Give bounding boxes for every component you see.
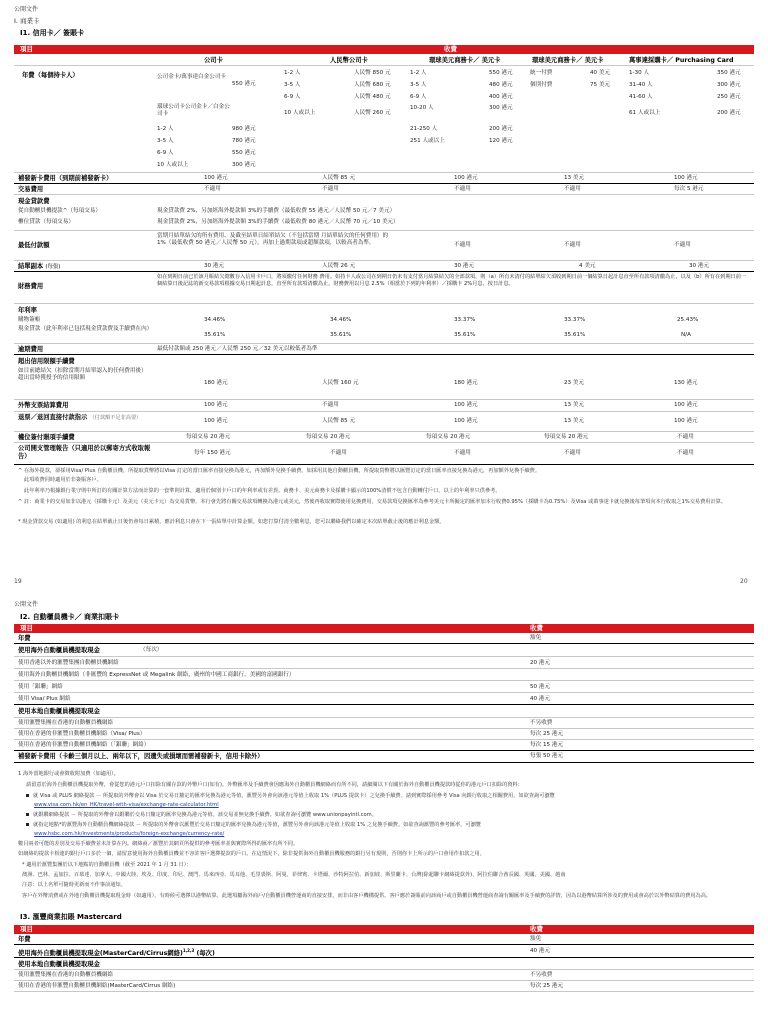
- usd-tier-label: 251 人或以上: [410, 138, 445, 144]
- section-title: I. 商業卡: [14, 17, 40, 25]
- overseas-atm-tail: (每次): [196, 950, 215, 958]
- fee-value: 不適用: [677, 450, 694, 456]
- annual-fee-value: 豁免: [530, 635, 542, 641]
- footnote: 此年利率乃根據銀行業守則中所訂的有關計算方法而計算的一套準則計算，適用於個別卡戶口的年利率或有差異。商務卡、美元商務卡及採購卡顯示的100%清償不包含自動轉付戶口，以上的年利率只供參考。: [24, 488, 501, 494]
- fee-value: 不適用: [204, 186, 221, 192]
- fee-value: 20 港元: [530, 660, 551, 666]
- min-payment-row: [14, 231, 754, 261]
- usd2-tier-fee: 40 美元: [590, 70, 611, 76]
- apr-value: 33.37%: [564, 317, 586, 323]
- apr-row: [14, 304, 754, 344]
- fee-value: 100 港元: [454, 175, 478, 181]
- overlimit-row: [14, 355, 754, 400]
- t2-local-head: [14, 705, 754, 718]
- table2-header: [14, 624, 754, 633]
- fee-value: 100 港元: [204, 418, 228, 424]
- corp-tier-fee: 780 港元: [232, 138, 256, 144]
- footnote: 請留意於海外自動櫃員機提取外幣，會從您的港元戶口扣除有關存款的外幣戶口(如有)。外幣匯率及手續費會因應海外自動櫃員機網絡而有所不同，請細閱以下有關於海外自動櫃員機提款時從你的港元戶口扣除的資料：: [26, 782, 523, 788]
- replacement-row: [14, 173, 754, 184]
- fee-value: 每次 15 港元: [530, 742, 564, 748]
- footnote: * 適用於滙豐集團於以下地點的自動櫃員機（截至 2021 年 1 月 31 日）：: [22, 862, 192, 868]
- returned-cheque-note: （付款額不足非高要）: [89, 415, 142, 421]
- fee-value: 30 港元: [204, 263, 225, 269]
- fee-item: 使用「銀聯」網絡: [18, 684, 63, 690]
- footnote-ref: 1,2,3: [182, 948, 195, 953]
- table1-header: [14, 45, 754, 54]
- apr-value: 35.61%: [330, 332, 352, 338]
- cash-advance-row: [14, 195, 754, 231]
- statement-copy-text: 結單副本: [18, 263, 44, 270]
- table1-title: I1. 信用卡／ 簽賬卡: [20, 29, 85, 37]
- replacement-label: 補發新卡費用（卡齡三個月以上、兩年以下，因遺失或損壞而需補發新卡，信用卡除外）: [18, 753, 264, 760]
- overseas-atm-note: （每次）: [140, 647, 163, 653]
- t3-row: [14, 970, 754, 981]
- footnote-text: 就 Visa 或 PLUS 網絡提款 － 所提取的外幣會以 Visa 於交易日釐定的匯率兌換為港元等值，滙豐另外會向該港元等值上收取 1%（PLUS 提款卡）之兌換手續費。請到實際採用參考 Visa 向銀行收取之相關費用，如欲查詢可瀏覽: [33, 793, 555, 799]
- fee-value: 不適用: [564, 186, 581, 192]
- late-fee-row: [14, 344, 754, 355]
- apr-value: 35.61%: [204, 332, 226, 338]
- t2-row: [14, 681, 754, 693]
- statement-copy-label: [18, 263, 60, 271]
- t3-local-head: [14, 958, 754, 970]
- footnote: 注意：以上名單可隨時更新而不作事前通知。: [22, 882, 126, 888]
- fee-value: 每次 25 港元: [530, 731, 564, 737]
- fee-value: 每年 150 港元: [194, 450, 231, 456]
- apr-value: 34.46%: [330, 317, 352, 323]
- footnote: [26, 793, 555, 800]
- usd-tier-fee: 480 港元: [489, 82, 513, 88]
- fee-value: 不適用: [564, 242, 581, 248]
- fee-value: 30 港元: [454, 263, 475, 269]
- usd-tier-fee: 400 港元: [489, 94, 513, 100]
- fee-value: 13 美元: [564, 418, 585, 424]
- returned-cheque-text: 退票／退回直接付款指示: [18, 414, 88, 421]
- footnote: 1 海外當地銀行或會徵收附加費（如適用）。: [18, 771, 119, 777]
- fee-value: 每項交易 20 港元: [544, 434, 589, 440]
- t2-row: [14, 729, 754, 740]
- rmb-tier-fee: 人民幣 260 元: [354, 110, 391, 116]
- expense-report-label: 公司開支管理報告（只適用於以郵寄方式收取報告）: [18, 445, 151, 460]
- corp-tier-label: 6-9 人: [157, 150, 174, 156]
- overseas-atm-label: [18, 948, 215, 958]
- fx-cheque-row: [14, 400, 754, 412]
- fee-value: 人民幣 85 元: [322, 175, 356, 181]
- footnote: 客戶在外幣消費或在外地自動櫃員機提取現金時（如適用），有時候可選擇以港幣結算。此選項屬海外商戶/自動櫃員機營運商的直接安排，而非由客戶機構提供。客戶應於簽賬前向該商戶或自動櫃員機營運商查詢有關匯率及手續費的詳情，因為以港幣結算所涉及的費用或會高於以外幣結算的費用為高。: [22, 893, 712, 899]
- fee-value: 30 港元: [689, 263, 710, 269]
- finance-charge-text: 如在到期日前已於該月賬結欠總數存入信用卡戶口，將須繳付任何財務 費用。如持卡人或公司在到期日仍未有支付當月結算結欠的全部款項，則（a）所有未清付的結單結欠須收到期日前一個結算日起計息直至所有款項清繳為止，以及（b）所有在到期日前一個結算日後記誌的新交易款項根據交易日期起計息，直至所有款項清繳為止。財務費用以月息 2.5%（相當於下列的年利率）／採購卡 2%月息，按日計息。: [157, 274, 747, 287]
- fee-value: 不適用: [677, 434, 694, 440]
- col-fees-header: 收費: [530, 925, 543, 933]
- rmb-tier-label: 1-2 人: [284, 70, 301, 76]
- fee-value: 40 港元: [530, 948, 551, 954]
- t2-row: [14, 693, 754, 705]
- footnote: 此項收費同時適用於非簽賬客戶。: [24, 477, 102, 483]
- late-fee-text: 最低付款額或 250 港元／人民幣 250 元／32 美元以較低者為準: [157, 346, 318, 352]
- fee-value: 不另收費: [530, 972, 553, 978]
- card-type-0: 公司卡: [204, 57, 223, 64]
- overseas-atm-text: 使用海外自動櫃員機提取現金(MasterCard/Cirrus網絡): [18, 950, 183, 958]
- overlimit-label: 超出信用限額手續費: [18, 358, 75, 365]
- corp-gold-fee: 550 港元: [232, 81, 256, 87]
- corp-tier-fee: 550 港元: [232, 150, 256, 156]
- footnote: [26, 822, 481, 829]
- fee-value: 不適用: [454, 186, 471, 192]
- col-item-header: 項目: [20, 624, 33, 632]
- t3-annual-row: [14, 934, 754, 945]
- card-type-2: 環球美元商務卡／ 美元卡: [429, 57, 501, 64]
- handling-fee-label: 權位簽付賬項手續費: [18, 434, 75, 441]
- cash-advance-atm-text: 現金貸款費 2%，另加經海外提款額 3%的手續費（最低收費 55 港元／人民幣 50 元／7 美元）: [157, 208, 396, 214]
- t2-annual-row: [14, 633, 754, 644]
- fee-value: 40 港元: [530, 696, 551, 702]
- annual-fee-label: 年費: [18, 936, 31, 943]
- t2-row: [14, 657, 754, 669]
- bullet-icon: [26, 794, 29, 797]
- fee-value: 4 美元: [579, 263, 596, 269]
- fee-value: 不適用: [454, 242, 471, 248]
- fee-value: 每次 25 港元: [530, 983, 564, 989]
- col-fees-header: 收費: [444, 45, 457, 53]
- fee-value: 不適用: [322, 186, 339, 192]
- statement-copy-row: [14, 261, 754, 272]
- rmb-tier-fee: 人民幣 850 元: [354, 70, 391, 76]
- cash-advance-label: 現金貸款費: [18, 198, 50, 205]
- rmb-tier-label: 10 人或以上: [284, 110, 316, 116]
- transaction-fee-label: 交易費用: [18, 186, 44, 193]
- table3-title: I3. 滙豐商業扣賬 Mastercard: [20, 913, 122, 921]
- fee-value: 人民幣 160 元: [322, 380, 359, 386]
- statement-copy-note: (每張): [45, 264, 61, 270]
- cash-advance-counter-label: 櫃位貸款（每項交易）: [18, 219, 74, 225]
- annual-fee-row: [14, 66, 754, 173]
- apr-label: 年利率: [18, 307, 37, 314]
- fee-value: 130 港元: [674, 380, 698, 386]
- expense-report-row: [14, 443, 754, 465]
- fee-value: 不適用: [564, 450, 581, 456]
- col-fees-header: 收費: [530, 624, 543, 632]
- fee-value: 13 美元: [564, 175, 585, 181]
- fee-value: 100 港元: [674, 402, 698, 408]
- local-atm-heading: 使用本地自動櫃員機提取現金: [18, 708, 100, 715]
- fee-value: 13 美元: [564, 402, 585, 408]
- overlimit-desc: 如目前總結欠（扣除當期月結單認入的任何費用後）超出當時獲授予的信用限額: [18, 368, 147, 381]
- pc-tier-label: 61 人或以上: [629, 110, 661, 116]
- col-item-header: 項目: [20, 45, 33, 53]
- t3-row: [14, 981, 754, 992]
- usd2-tier-label: 個別付費: [530, 82, 553, 88]
- usd-tier-label: 3-5 人: [410, 82, 427, 88]
- usd-tier-fee: 120 港元: [489, 138, 513, 144]
- fee-value: 每項交易 20 港元: [306, 434, 351, 440]
- footnote-text: 就指定地點*的滙豐海外自動櫃員機網絡提款 － 所提取的外幣會以滙豐於交易日釐定的匯率兌換為港元等值，滙豐另外會向該港元等值上收取 1% 之兌換手續費。如欲查詢滙豐的參考匯率，可瀏覽: [33, 822, 481, 828]
- usd-tier-fee: 200 港元: [489, 126, 513, 132]
- fee-value: 不另收費: [530, 720, 553, 726]
- pc-tier-label: 1-30 人: [629, 70, 650, 76]
- usd-tier-label: 10-20 人: [410, 105, 434, 111]
- page-number-left: 19: [14, 578, 22, 585]
- footnote: ^ 註：商業卡的交易如非以港元（採購卡元）及美元（美元卡元）為交易貨幣，本行會先將有關交易款項轉換為港元或美元，然後再收取實際使用兌換費用，交易款項兌換匯率為參考美元卡所擬定的匯率加本行收費0.95%（採購卡為0.75%）及Visa 或萬事達卡就兌換後每筆項向本行收取之1%交易費用計算。: [18, 499, 727, 505]
- fee-value: 180 港元: [204, 380, 228, 386]
- cash-advance-atm-label: 從自動櫃員機提款^（每項交易）: [18, 208, 101, 214]
- corp-tier-fee: 980 港元: [232, 126, 256, 132]
- corp-gold-desc: 公司金卡/萬事達白金公司卡: [157, 74, 227, 80]
- apr-value: 34.46%: [204, 317, 226, 323]
- fee-value: 23 美元: [564, 380, 585, 386]
- apr-value: 33.37%: [454, 317, 476, 323]
- fee-value: 不適用: [454, 450, 471, 456]
- usd-tier-label: 6-9 人: [410, 94, 427, 100]
- fee-value: 100 港元: [454, 418, 478, 424]
- fee-value: 每項交易 20 港元: [186, 434, 231, 440]
- card-type-4: 萬事達採購卡／ Purchasing Card: [629, 57, 734, 64]
- card-type-3: 環球美元商務卡／ 美元卡: [532, 57, 604, 64]
- late-fee-label: 逾期費用: [18, 346, 44, 353]
- t2-overseas-head: [14, 644, 754, 657]
- annual-fee-label: 年費（每個持卡人）: [22, 72, 79, 79]
- replacement-label: 補發新卡費用（到期前補發新卡）: [18, 175, 113, 182]
- finance-charge-label: 財務費用: [18, 283, 44, 290]
- rmb-tier-label: 6-9 人: [284, 94, 301, 100]
- public-document-label: 公開文件: [14, 601, 39, 608]
- t2-row: [14, 669, 754, 681]
- corp-card-desc: 環球公司卡公司金卡／白金公司卡: [157, 104, 230, 117]
- fee-item: 使用香港以外的滙豐集團自動櫃員機網絡: [18, 660, 119, 666]
- t2-row: [14, 740, 754, 751]
- footnote-text: 就銀聯網絡提款 － 所提取的外幣會以銀聯於交易日釐定的匯率兌換為港元等值。該交易並無兌換手續費。如欲查詢可瀏覽 www.unionpayintl.com。: [33, 812, 377, 818]
- fee-item: 使用滙豐集團在香港的自動櫃員機網絡: [18, 720, 114, 726]
- returned-cheque-label: [18, 414, 154, 422]
- min-payment-label: 最低付款額: [18, 242, 50, 249]
- usd2-tier-fee: 75 美元: [590, 82, 611, 88]
- returned-cheque-row: [14, 412, 754, 432]
- fee-value: 不適用: [330, 450, 347, 456]
- corp-tier-label: 3-5 人: [157, 138, 174, 144]
- pc-tier-label: 41-60 人: [629, 94, 653, 100]
- fee-item: 使用在香港的非滙豐自動櫃員機網絡（「銀聯」網絡）: [18, 742, 150, 748]
- annual-fee-label: 年費: [18, 635, 31, 642]
- corp-tier-fee: 300 港元: [232, 162, 256, 168]
- col-item-header: 項目: [20, 925, 33, 933]
- fee-value: 100 港元: [204, 175, 228, 181]
- fee-value: 每次 5 港元: [674, 186, 704, 192]
- page-divider: [0, 575, 768, 595]
- corp-tier-label: 10 人或以上: [157, 162, 189, 168]
- pc-tier-label: 31-40 人: [629, 82, 653, 88]
- fee-value: 100 港元: [674, 175, 698, 181]
- fee-value: 180 港元: [454, 380, 478, 386]
- pc-tier-fee: 200 港元: [717, 110, 741, 116]
- rmb-tier-fee: 人民幣 680 元: [354, 82, 391, 88]
- fee-value: 每張 50 港元: [530, 753, 564, 759]
- fee-value: 50 港元: [530, 684, 551, 690]
- card-type-1: 人民幣公司卡: [330, 57, 368, 64]
- footnote: 澳洲、巴林、孟加拉、百慕達、加拿大、中國大陸、埃及、印度、印尼、澳門、馬來西亞、馬耳他、毛里裘斯、阿曼、菲律賓、卡塔爾、沙特阿拉伯、新加坡、斯里蘭卡、台灣(除超聯卡網絡提款外)、阿拉伯聯合酋長國、英國、美國、越南: [22, 872, 566, 878]
- overseas-atm-heading: 使用海外自動櫃員機提取現金: [18, 647, 100, 654]
- fee-value: 100 港元: [204, 402, 228, 408]
- apr-value: 35.61%: [564, 332, 586, 338]
- usd-tier-fee: 550 港元: [489, 70, 513, 76]
- apr-purchase-label: 購物簽帳: [18, 317, 41, 323]
- visa-rate-link[interactable]: www.visa.com.hk/en_HK/travel-with-visa/exchange-rate-calculator.html: [34, 802, 219, 808]
- table3-header: [14, 925, 754, 934]
- apr-value: 35.61%: [454, 332, 476, 338]
- rmb-tier-label: 3-5 人: [284, 82, 301, 88]
- fee-value: 100 港元: [454, 402, 478, 408]
- bullet-icon: [26, 823, 29, 826]
- apr-cash-label: 現金貸款（此年利率已包括現金貸款費及手續費在內）: [18, 326, 153, 332]
- footnote: [26, 812, 377, 819]
- usd-tier-label: 21-250 人: [410, 126, 438, 132]
- table2-title: I2. 自動櫃員機卡／ 商業扣賬卡: [20, 613, 120, 621]
- cash-advance-counter-text: 現金貸款費 2%，另加經海外提款額 3%的手續費（最低收費 80 港元／人民幣 70 元／10 美元）: [157, 219, 399, 225]
- t2-replacement-row: [14, 751, 754, 763]
- fee-value: 每項交易 20 港元: [426, 434, 471, 440]
- annual-fee-value: 豁免: [530, 936, 542, 942]
- bullet-icon: [26, 813, 29, 816]
- t3-overseas-row: [14, 945, 754, 958]
- fee-item: 使用 Visa/ Plus 網絡: [18, 696, 71, 702]
- pc-tier-fee: 350 港元: [717, 70, 741, 76]
- footnote: 如網絡的提款卡相連的銀行戶口多於一個，請留意使用海外自動櫃員機並不容許客戶選擇提款的戶口。在這情況下，除非提供海外自動櫃員機服務的銀行另有規則，否則你卡上所示的戶口會用作扣款之用。: [18, 851, 485, 857]
- transaction-fee-row: [14, 184, 754, 195]
- footnote: * 現金貸款交易 (如適用) 的利息在結單截止日後仍會每日累積，應計利息只會在下一張結單中計算金額。如您打算付清全數利息，您可以聯絡我們以確定本次結單截止後的應計利息金額。: [18, 519, 445, 525]
- fee-item: 使用在香港的非滙豐自動櫃員機網絡（Visa/ Plus）: [18, 731, 146, 737]
- fee-value: 人民幣 85 元: [322, 418, 356, 424]
- t2-row: [14, 718, 754, 729]
- usd2-tier-label: 統一付費: [530, 70, 553, 76]
- fee-item: 使用在香港的非滙豐自動櫃員機網絡(MasterCard/Cirrus 網絡): [18, 983, 176, 989]
- rmb-tier-fee: 人民幣 480 元: [354, 94, 391, 100]
- min-payment-text: 當期月結單結欠的所有費用、及截至結單日結單結欠（不包括當期 月結單結欠的任何費用）的 1%（最低收費 50 港元／人民幣 50 元），再加上過期款項或超額款項，以較高者為準。: [157, 233, 389, 246]
- card-types-row: [14, 54, 754, 66]
- apr-value: 25.43%: [677, 317, 699, 323]
- fee-item: 使用海外自動櫃員機網絡（非匯豐的 ExpressNet 或 Megalink 網絡，廣州的中國工商銀行、美國的富國銀行）: [18, 672, 295, 678]
- hsbc-rate-link[interactable]: www.hsbc.com.hk/investments/products/foreign-exchange/currency-rate/: [34, 831, 225, 837]
- pc-tier-fee: 300 港元: [717, 82, 741, 88]
- fee-value: 100 港元: [674, 418, 698, 424]
- fee-item: 使用滙豐集團在香港的自動櫃員機網絡: [18, 972, 114, 978]
- usd-tier-fee: 300 港元: [489, 105, 513, 111]
- page-20: [0, 595, 768, 1024]
- handling-fee-row: [14, 432, 754, 443]
- local-atm-heading: 使用本地自動櫃員機提取現金: [18, 961, 100, 968]
- finance-charge-row: [14, 272, 754, 304]
- fee-value: 不適用: [322, 402, 339, 408]
- apr-value: N/A: [681, 332, 691, 338]
- footnote: ^ 在海外提款，卻採用Visa/ Plus 自動櫃員機，所提取貨幣將以Visa 訂定的當日匯率直接兌換為港元，再加額外兌換手續費。如採用其他自動櫃員機，所提取貨幣將以匯豐訂定的當日匯率直接兌換為港元，再加額外兌換手續費。: [18, 468, 541, 474]
- public-document-label: 公開文件: [14, 6, 39, 13]
- footnote: 數目兩者可能的差別及交易手續費並未計算在內。網絡商／滙豐於其網頁所提供的參考匯率並與實際所得的匯率有所不同。: [18, 841, 299, 847]
- usd-tier-label: 1-2 人: [410, 70, 427, 76]
- corp-tier-label: 1-2 人: [157, 126, 174, 132]
- pc-tier-fee: 250 港元: [717, 94, 741, 100]
- fee-value: 不適用: [674, 242, 691, 248]
- fee-value: 人民幣 26 元: [322, 263, 356, 269]
- page-number-right: 20: [740, 578, 748, 585]
- fx-cheque-label: 外幣支票結算費用: [18, 402, 69, 409]
